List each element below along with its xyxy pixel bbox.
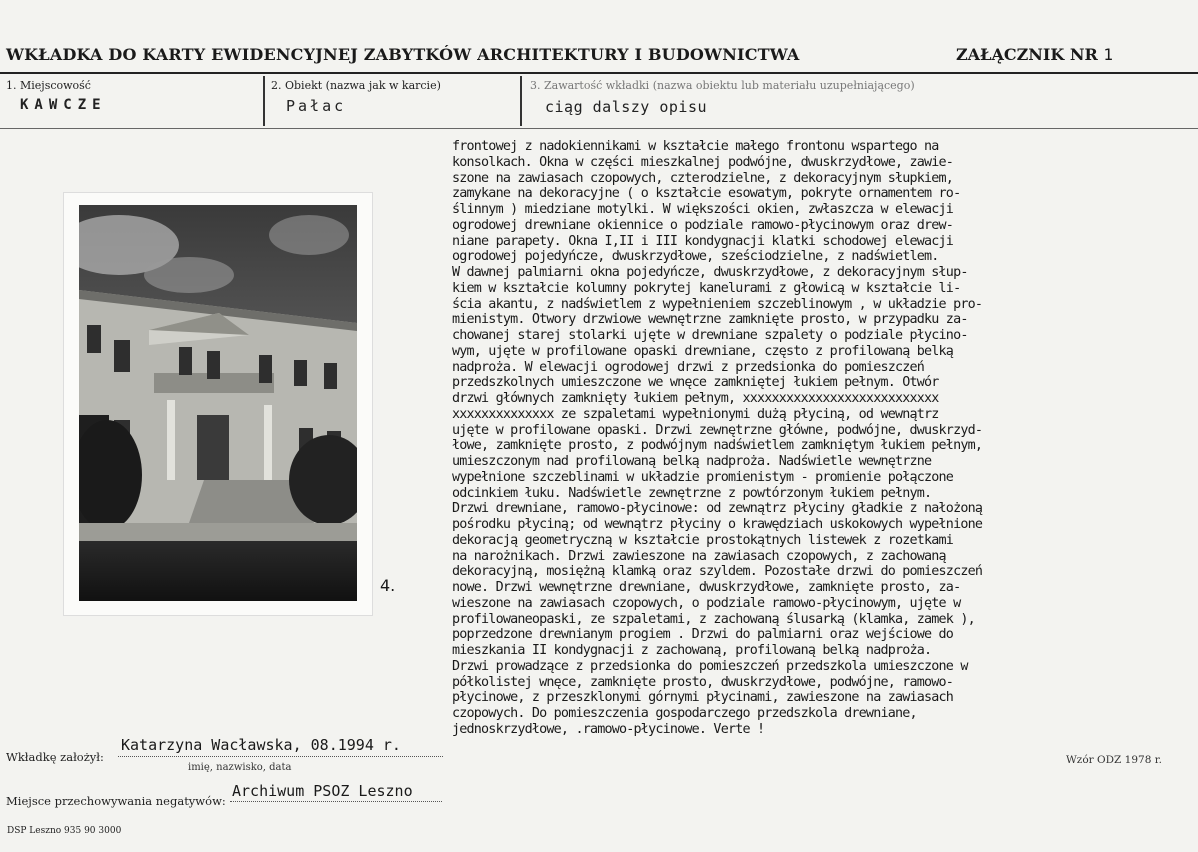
description-line: Drzwi drewniane, ramowo-płycinowe: od zewnątrz płyciny gładkie z nałożoną xyxy=(452,501,983,517)
author-dotted-line xyxy=(118,756,443,757)
photo-number: 4. xyxy=(380,576,396,595)
author-label: Wkładkę założył: xyxy=(6,750,104,764)
description-line: na narożnikach. Drzwi zawieszone na zawiasach czopowych, z zachowaną xyxy=(452,548,946,564)
description-line: mienistym. Otwory drzwiowe wewnętrzne zamknięte prosto, w przypadku za- xyxy=(452,312,968,328)
description-line: jednoskrzydłowe, .ramowo-płycinowe. Verte ! xyxy=(452,721,765,737)
description-line: dekoracją geometryczną w kształcie prostokątnych listewek z rozetkami xyxy=(452,532,954,548)
description-line: łowe, zamknięte prosto, z podwójnym nadświetlem zamkniętym łukiem pełnym, xyxy=(452,438,983,454)
description-line: nadproża. W elewacji ogrodowej drzwi z przedsionka do pomieszczeń xyxy=(452,359,925,375)
description-line: płycinowe, z przeszklonymi górnymi płycinami, zawieszone na zawiasach xyxy=(452,690,954,706)
description-line: ścia akantu, z nadświetlem z wypełnieniem szczeblinowym , w układzie pro- xyxy=(452,296,983,312)
description-line: czopowych. Do pomieszczenia gospodarczego przedszkola drewniane, xyxy=(452,706,917,721)
description-line: xxxxxxxxxxxxxx ze szpaletami wypełnionymi dużą płyciną, od wewnątrz xyxy=(452,406,939,422)
description-line: półkolistej wnęce, zamknięte prosto, dwuskrzydłowe, podwójne, ramowo- xyxy=(452,674,954,690)
description-text xyxy=(452,139,1198,738)
description-line: kiem w kształcie kolumny pokrytej kanelurami z głowicą w kształcie li- xyxy=(452,280,961,296)
description-line: ujęte w profilowane opaski. Drzwi zewnętrzne główne, podwójne, dwuskrzyd- xyxy=(452,422,983,438)
palace-photo-image xyxy=(79,205,357,601)
contents-label: 3. Zawartość wkładki (nazwa obiektu lub materiału uzupełniającego) xyxy=(530,79,915,92)
author-hint: imię, nazwisko, data xyxy=(188,762,292,773)
attachment-label: ZAŁĄCZNIK NR xyxy=(956,45,1098,64)
printer-note: DSP Leszno 935 90 3000 xyxy=(7,826,122,836)
description-line: umieszczonym nad profilowaną belką nadproża. Nadświetle wewnętrzne xyxy=(452,454,932,469)
author-value: Katarzyna Wacławska, 08.1994 r. xyxy=(121,736,401,754)
template-note: Wzór ODZ 1978 r. xyxy=(1066,754,1162,766)
description-line: wieszone na zawiasach czopowych, o podziale ramowo-płycinowym, ujęte w xyxy=(452,595,961,611)
description-line: zamykane na dekoracyjne ( o kształcie esowatym, pokryte ornamentem ro- xyxy=(452,186,961,202)
field-divider-2 xyxy=(520,76,522,126)
object-label: 2. Obiekt (nazwa jak w karcie) xyxy=(271,79,441,92)
description-line: przedszkolnych umieszczone we wnęce zamkniętej łukiem pełnym. Otwór xyxy=(452,375,939,391)
attachment-number xyxy=(956,45,1113,64)
description-line: wypełnione szczeblinami w układzie promienistym - promienie połączone xyxy=(452,469,954,485)
storage-dotted-line xyxy=(230,801,442,802)
locality-label: 1. Miejscowość xyxy=(6,79,91,92)
description-line: chowanej starej stolarki ujęte w drewniane szpalety o podziale płycino- xyxy=(452,328,968,343)
header-rule-bottom xyxy=(0,128,1198,129)
description-line: niane parapety. Okna I,II i III kondygnacji klatki schodowej elewacji xyxy=(452,233,954,249)
description-line: profilowaneopaski, ze szpaletami, z zachowaną ślusarką (klamka, zamek ), xyxy=(452,611,975,627)
description-line: wym, ujęte w profilowane opaski drewniane, często z profilowaną belką xyxy=(452,343,954,359)
object-value: Pałac xyxy=(286,97,347,115)
contents-value: ciąg dalszy opisu xyxy=(545,98,708,116)
description-line: odcinkiem łuku. Nadświetle zewnętrzne z powtórzonym łukiem pełnym. xyxy=(452,485,932,501)
description-line: konsolkach. Okna w części mieszkalnej podwójne, dwuskrzydłowe, zawie- xyxy=(452,154,954,170)
description-line: drzwi głównych zamknięty łukiem pełnym, xxxxxxxxxxxxxxxxxxxxxxxxxxx xyxy=(452,391,939,406)
description-line: Drzwi prowadzące z przedsionka do pomieszczeń przedszkola umieszczone w xyxy=(452,658,968,674)
attachment-number-value: 1 xyxy=(1103,45,1114,64)
description-line: ogrodowej pojedyńcze, dwuskrzydłowe, sześciodzielne, z nadświetlem. xyxy=(452,249,939,265)
description-line: frontowej z nadokiennikami w kształcie małego frontonu wspartego na xyxy=(452,139,939,154)
description-line: mieszkania II kondygnacji z zachowaną, profilowaną belką nadproża. xyxy=(452,643,932,658)
description-line: pośrodku płyciną; od wewnątrz płyciny o krawędziach uskokowych wypełnione xyxy=(452,517,983,532)
locality-value: KAWCZE xyxy=(20,97,107,113)
description-line: ogrodowej drewniane okiennice o podziale ramowo-płycinowym oraz drew- xyxy=(452,217,954,233)
description-line: poprzedzone drewnianym progiem . Drzwi do palmiarni oraz wejściowe do xyxy=(452,627,954,643)
description-line: nowe. Drzwi wewnętrzne drewniane, dwuskrzydłowe, zamknięte prosto, za- xyxy=(452,580,961,595)
description-line: W dawnej palmiarni okna pojedyńcze, dwuskrzydłowe, z dekoracyjnym słup- xyxy=(452,265,968,280)
storage-label: Miejsce przechowywania negatywów: xyxy=(6,794,226,808)
storage-value: Archiwum PSOZ Leszno xyxy=(232,782,413,800)
field-divider-1 xyxy=(263,76,265,126)
description-line: dekoracyjną, mosiężną klamką oraz szyldem. Pozostałe drzwi do pomieszczeń xyxy=(452,564,983,580)
palace-photo xyxy=(79,205,357,601)
form-title: WKŁADKA DO KARTY EWIDENCYJNEJ ZABYTKÓW ARCHITEKTURY I BUDOWNICTWA xyxy=(6,45,800,64)
header-rule-top xyxy=(0,72,1198,74)
description-line: szone na zawiasach czopowych, czterodzielne, z dekoracyjnym słupkiem, xyxy=(452,170,954,186)
description-line: ślinnym ) miedziane motylki. W większości okien, zwłaszcza w elewacji xyxy=(452,202,954,217)
